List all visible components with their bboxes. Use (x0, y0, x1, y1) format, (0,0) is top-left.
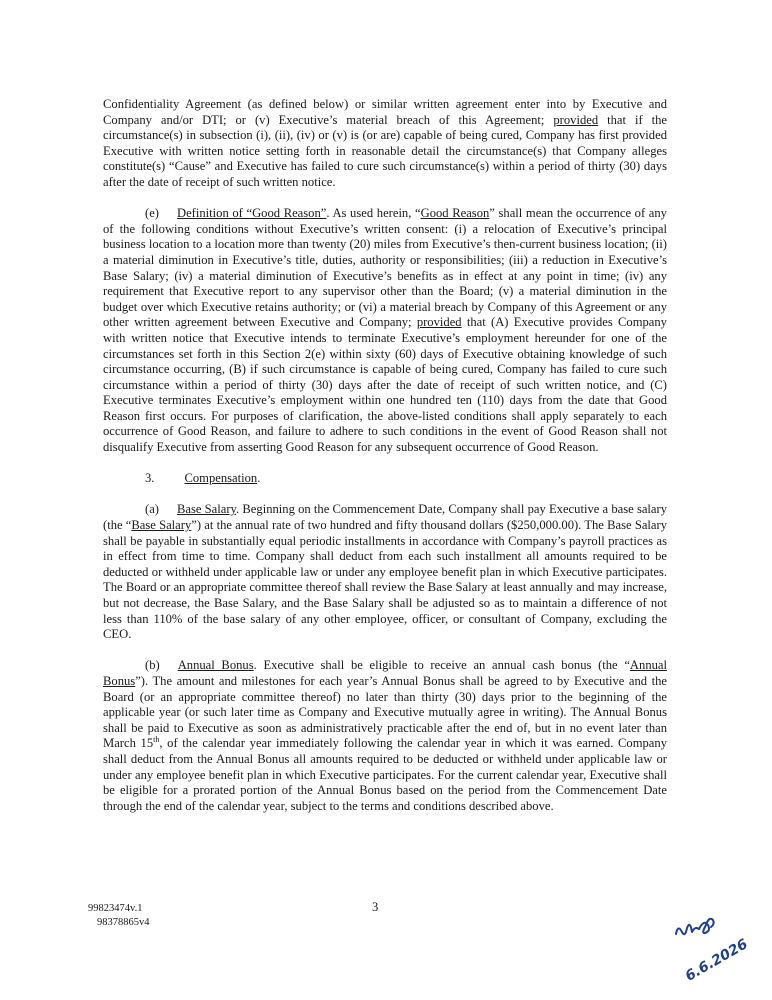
defined-term: Annual Bonus (103, 658, 667, 688)
proviso-term: provided (553, 112, 599, 127)
section-3a-base-salary: (a) Base Salary. Beginning on the Commencement Date, Company shall pay Executive a base salary (the “Base Salary”) at the annual rate of two hundred and fifty thousand dollars ($250,000.00). The Base Salary shall be payable in substantially equal periodic installments in accordance with Company’s payroll practices as in effect from time to time. Company shall deduct from each such installment all amounts required to be deducted or withheld under applicable law or under any employee benefit plan in which Executive participates. The Board or an appropriate committee thereof shall review the Base Salary at least annually and may increase, but not decrease, the Base Salary, and the Base Salary shall be adjusted so as to maintain a difference of not less than 110% of the base salary of any other employee, officer, or consultant of Company, excluding the CEO. (103, 502, 668, 642)
handwritten-initials (676, 919, 714, 934)
section-3-heading: 3. Compensation. (145, 471, 261, 486)
doc-id: 98378865v4 (97, 917, 150, 928)
section-heading: Annual Bonus (177, 658, 254, 673)
section-number: 3. (145, 471, 155, 486)
handwritten-date (683, 936, 751, 985)
section-3b-annual-bonus: (b) Annual Bonus. Executive shall be eligible to receive an annual cash bonus (the “Annual Bonus”). The amount and milestones for each year’s Annual Bonus shall be agreed to by Executive and the Board (or an appropriate committee thereof) no later than thirty (30) days prior to the beginning of the applicable year (or such later time as Company and Executive mutually agree in writing). The Annual Bonus shall be paid to Executive as soon as administratively practicable after the end of, but in no event later than March 15th, of the calendar year immediately following the calendar year in which it was earned. Company shall deduct from the Annual Bonus all amounts required to be deducted or withheld under applicable law or under any employee benefit plan in which Executive participates. For the current calendar year, Executive shall be eligible for a prorated portion of the Annual Bonus based on the period from the Commencement Date through the end of the calendar year, subject to the terms and conditions described above. (103, 658, 667, 813)
proviso-term: provided (416, 315, 462, 330)
paragraph-cause-continuation: Confidentiality Agreement (as defined below) or similar written agreement enter into by Executive and Company and/or DTI; or (v) Executive’s material breach of this Agreement; provided that if the circumstance(s) in subsection (i), (ii), (iv) or (v) is (or are) capable of being cured, Company has first provided Executive with written notice setting forth in reasonable detail the circumstance(s) that Company alleges constitute(s) “Cause” and Executive has failed to cure such circumstance(s) within a period of thirty (30) days after the date of receipt of such written notice. (103, 97, 667, 189)
date-text: 6.6.2026 (682, 936, 751, 985)
ordinal-suffix: th (153, 735, 160, 745)
section-number: (b) (145, 658, 160, 673)
page-number: 3 (372, 900, 379, 914)
defined-term: Base Salary (131, 518, 192, 533)
document-ids (88, 902, 150, 930)
section-number: (e) (145, 206, 159, 221)
defined-term: Good Reason (420, 206, 490, 221)
document-body (103, 97, 667, 830)
section-heading: Compensation (184, 471, 258, 486)
section-2e-good-reason: (e) Definition of “Good Reason”. As used herein, “Good Reason” shall mean the occurrence of any of the following conditions without Executive’s written consent: (i) a relocation of Executive’s principal business location to a location more than twenty (20) miles from Executive’s then-current business location; (ii) a material diminution in Executive’s title, duties, authority or responsibilities; (iii) a reduction in Executive’s Base Salary; (iv) a material diminution of Executive’s benefits as in effect at any point in time; (iv) any requirement that Executive report to any supervisor other than the Board; (v) a material diminution in the budget over which Executive retains authority; or (vi) a material breach by Company of this Agreement or any other written agreement between Executive and Company; provided that (A) Executive provides Company with written notice that Executive intends to terminate Executive’s employment hereunder for one of the circumstances set forth in this Section 2(e) within sixty (60) days of Executive obtaining knowledge of such circumstance occurring, (B) if such circumstance is capable of being cured, Company has failed to cure such circumstance within a period of thirty (30) days after the date of receipt of such written notice, and (C) Executive terminates Executive’s employment within one hundred ten (110) days from the date that Good Reason first occurs. For purposes of clarification, the above-listed conditions shall apply separately to each occurrence of Good Reason, and failure to adhere to such conditions in the event of Good Reason shall not disqualify Executive from asserting Good Reason for any subsequent occurrence of Good Reason. (103, 206, 667, 455)
section-heading: Definition of “Good Reason” (176, 206, 327, 221)
doc-id: 99823474v.1 (88, 903, 143, 914)
section-number: (a) (145, 502, 159, 517)
section-heading: Base Salary (176, 502, 237, 517)
handwritten-initials-and-date (668, 910, 760, 990)
